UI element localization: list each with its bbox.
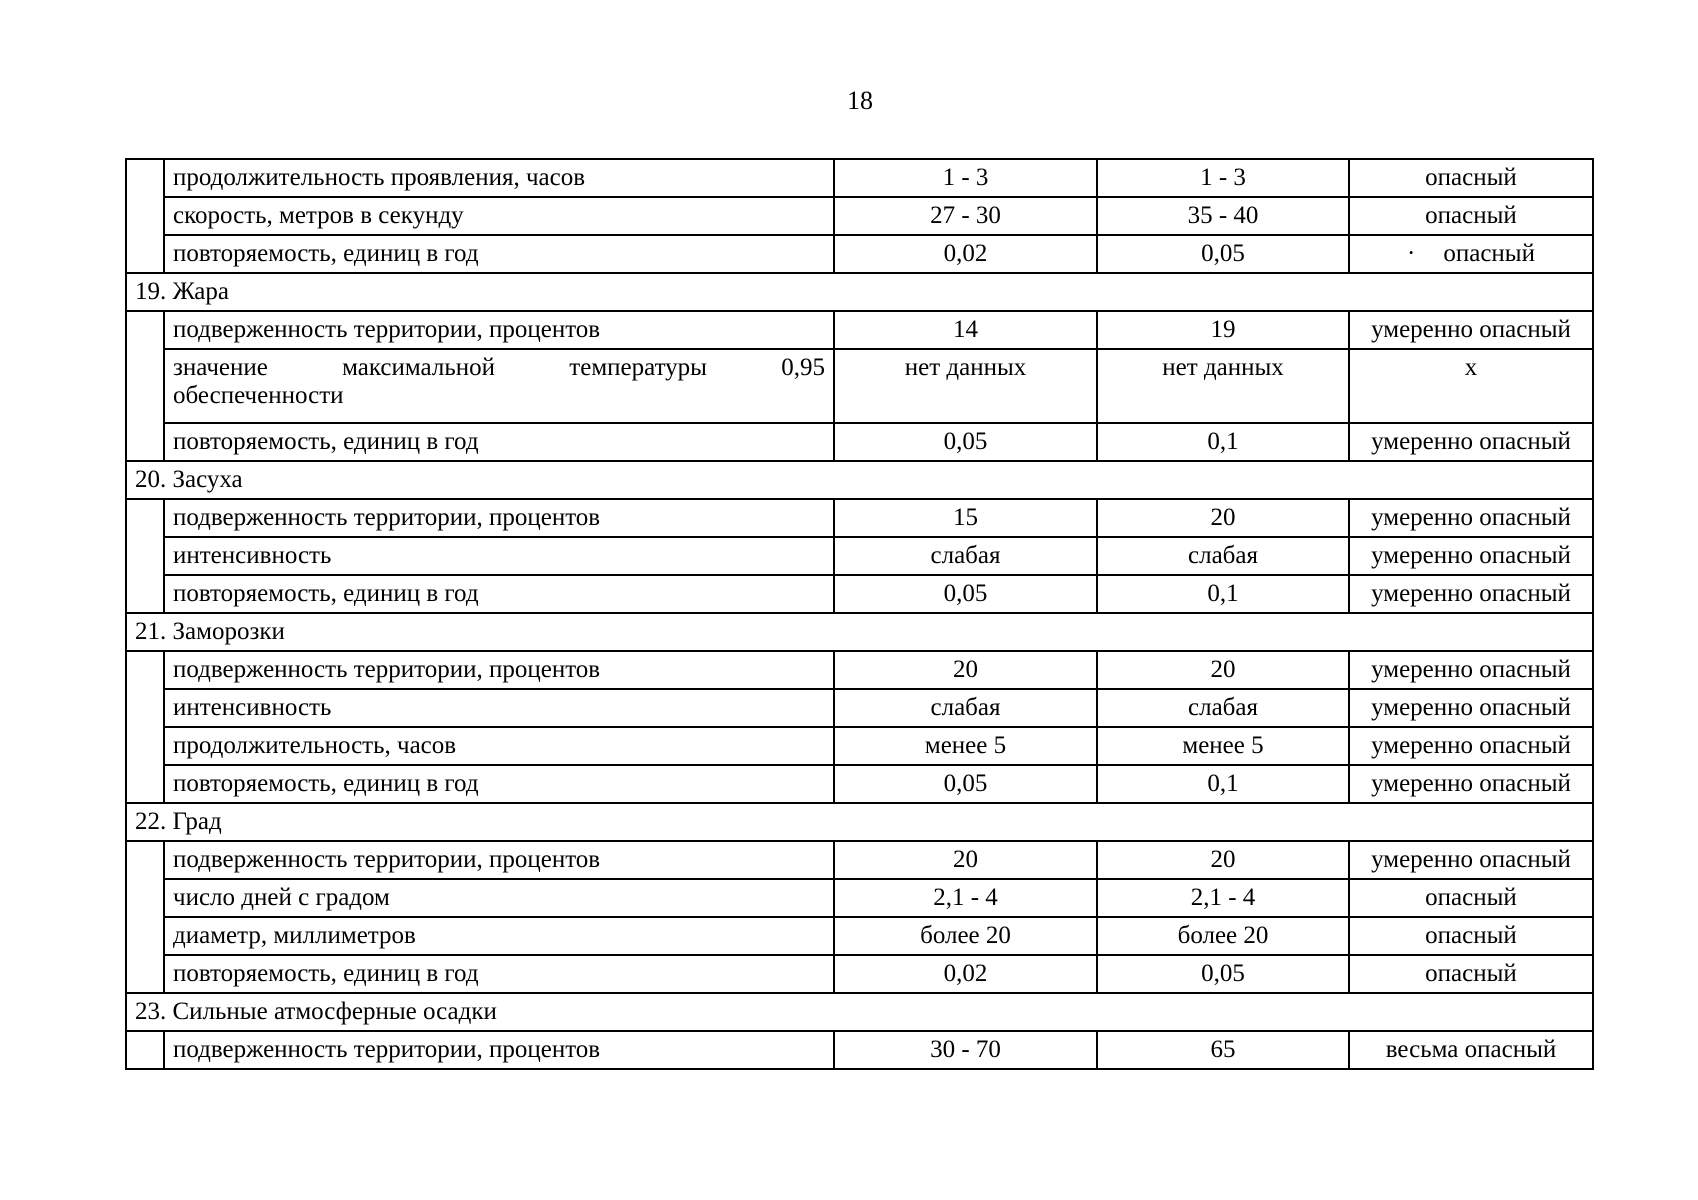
assessment-cell: опасный bbox=[1349, 879, 1593, 917]
value-1-cell: 2,1 - 4 bbox=[834, 879, 1097, 917]
table-row bbox=[126, 689, 1593, 727]
indent-cell bbox=[126, 159, 164, 273]
section-title: 23. Сильные атмосферные осадки bbox=[126, 993, 1593, 1031]
section-title: 21. Заморозки bbox=[126, 613, 1593, 651]
table-row bbox=[126, 917, 1593, 955]
table-row bbox=[126, 651, 1593, 689]
value-2-cell: 35 - 40 bbox=[1097, 197, 1349, 235]
param-cell: продолжительность, часов bbox=[164, 727, 834, 765]
param-line-justified bbox=[173, 354, 825, 382]
value-1-cell: нет данных bbox=[834, 349, 1097, 423]
table-row bbox=[126, 423, 1593, 461]
value-2-cell: 0,05 bbox=[1097, 235, 1349, 273]
assessment-cell: умеренно опасный bbox=[1349, 765, 1593, 803]
assessment-cell: весьма опасный bbox=[1349, 1031, 1593, 1069]
indent-cell bbox=[126, 1031, 164, 1069]
value-1-cell: более 20 bbox=[834, 917, 1097, 955]
value-2-cell: 0,05 bbox=[1097, 955, 1349, 993]
hazard-table bbox=[125, 158, 1594, 1070]
value-2-cell: нет данных bbox=[1097, 349, 1349, 423]
value-1-cell: слабая bbox=[834, 689, 1097, 727]
section-title: 19. Жара bbox=[126, 273, 1593, 311]
param-cell: интенсивность bbox=[164, 689, 834, 727]
stray-mark: · bbox=[1407, 240, 1416, 267]
assessment-cell: умеренно опасный bbox=[1349, 727, 1593, 765]
param-cell: повторяемость, единиц в год bbox=[164, 423, 834, 461]
value-2-cell: 19 bbox=[1097, 311, 1349, 349]
table-row bbox=[126, 727, 1593, 765]
param-cell: повторяемость, единиц в год bbox=[164, 765, 834, 803]
assessment-cell: умеренно опасный bbox=[1349, 575, 1593, 613]
table-row bbox=[126, 159, 1593, 197]
param-cell: скорость, метров в секунду bbox=[164, 197, 834, 235]
assessment-cell: умеренно опасный bbox=[1349, 651, 1593, 689]
value-1-cell: 30 - 70 bbox=[834, 1031, 1097, 1069]
param-word: значение bbox=[173, 354, 268, 381]
assessment-cell: опасный bbox=[1349, 159, 1593, 197]
value-2-cell: 20 bbox=[1097, 499, 1349, 537]
value-1-cell: 1 - 3 bbox=[834, 159, 1097, 197]
param-cell: подверженность территории, процентов bbox=[164, 311, 834, 349]
assessment-cell: опасный bbox=[1349, 917, 1593, 955]
section-header-row bbox=[126, 273, 1593, 311]
assessment-cell bbox=[1349, 235, 1593, 273]
section-title: 22. Град bbox=[126, 803, 1593, 841]
value-2-cell: 65 bbox=[1097, 1031, 1349, 1069]
table-row bbox=[126, 197, 1593, 235]
param-cell: подверженность территории, процентов bbox=[164, 841, 834, 879]
table-row bbox=[126, 349, 1593, 423]
assessment-cell: умеренно опасный bbox=[1349, 499, 1593, 537]
assessment-cell: умеренно опасный bbox=[1349, 423, 1593, 461]
value-1-cell: 0,05 bbox=[834, 423, 1097, 461]
section-header-row bbox=[126, 461, 1593, 499]
value-1-cell: слабая bbox=[834, 537, 1097, 575]
value-1-cell: 0,05 bbox=[834, 765, 1097, 803]
assessment-cell: умеренно опасный bbox=[1349, 841, 1593, 879]
indent-cell bbox=[126, 311, 164, 461]
param-line-2: обеспеченности bbox=[173, 382, 344, 409]
table-row bbox=[126, 235, 1593, 273]
param-cell bbox=[164, 349, 834, 423]
table-row bbox=[126, 841, 1593, 879]
table-row bbox=[126, 499, 1593, 537]
value-1-cell: 20 bbox=[834, 841, 1097, 879]
value-1-cell: 0,02 bbox=[834, 235, 1097, 273]
table-row bbox=[126, 311, 1593, 349]
assessment-cell: умеренно опасный bbox=[1349, 537, 1593, 575]
value-2-cell: 0,1 bbox=[1097, 423, 1349, 461]
section-header-row bbox=[126, 993, 1593, 1031]
param-cell: повторяемость, единиц в год bbox=[164, 575, 834, 613]
value-1-cell: 27 - 30 bbox=[834, 197, 1097, 235]
page-number: 18 bbox=[847, 86, 873, 115]
param-cell: повторяемость, единиц в год bbox=[164, 955, 834, 993]
param-word: максимальной bbox=[342, 354, 496, 381]
table-row bbox=[126, 537, 1593, 575]
value-2-cell: 0,1 bbox=[1097, 765, 1349, 803]
value-1-cell: 14 bbox=[834, 311, 1097, 349]
value-1-cell: 15 bbox=[834, 499, 1097, 537]
value-2-cell: слабая bbox=[1097, 689, 1349, 727]
value-2-cell: 1 - 3 bbox=[1097, 159, 1349, 197]
param-word: температуры bbox=[569, 354, 707, 381]
table-row bbox=[126, 765, 1593, 803]
section-header-row bbox=[126, 613, 1593, 651]
table-row bbox=[126, 1031, 1593, 1069]
value-2-cell: слабая bbox=[1097, 537, 1349, 575]
param-cell: продолжительность проявления, часов bbox=[164, 159, 834, 197]
value-2-cell: 20 bbox=[1097, 651, 1349, 689]
section-header-row bbox=[126, 803, 1593, 841]
value-1-cell: менее 5 bbox=[834, 727, 1097, 765]
value-2-cell: менее 5 bbox=[1097, 727, 1349, 765]
value-1-cell: 0,02 bbox=[834, 955, 1097, 993]
value-2-cell: 2,1 - 4 bbox=[1097, 879, 1349, 917]
param-cell: подверженность территории, процентов bbox=[164, 499, 834, 537]
param-cell: диаметр, миллиметров bbox=[164, 917, 834, 955]
param-cell: интенсивность bbox=[164, 537, 834, 575]
assessment-cell: умеренно опасный bbox=[1349, 689, 1593, 727]
param-cell: подверженность территории, процентов bbox=[164, 1031, 834, 1069]
value-2-cell: 0,1 bbox=[1097, 575, 1349, 613]
value-2-cell: более 20 bbox=[1097, 917, 1349, 955]
value-2-cell: 20 bbox=[1097, 841, 1349, 879]
assessment-cell: опасный bbox=[1349, 955, 1593, 993]
indent-cell bbox=[126, 499, 164, 613]
param-word: 0,95 bbox=[781, 354, 825, 381]
param-cell: повторяемость, единиц в год bbox=[164, 235, 834, 273]
assessment-cell: х bbox=[1349, 349, 1593, 423]
value-1-cell: 0,05 bbox=[834, 575, 1097, 613]
assessment-text: опасный bbox=[1443, 240, 1535, 267]
param-cell: число дней с градом bbox=[164, 879, 834, 917]
indent-cell bbox=[126, 841, 164, 993]
table-row bbox=[126, 879, 1593, 917]
table-row bbox=[126, 955, 1593, 993]
param-cell: подверженность территории, процентов bbox=[164, 651, 834, 689]
assessment-cell: опасный bbox=[1349, 197, 1593, 235]
assessment-cell: умеренно опасный bbox=[1349, 311, 1593, 349]
table-row bbox=[126, 575, 1593, 613]
indent-cell bbox=[126, 651, 164, 803]
value-1-cell: 20 bbox=[834, 651, 1097, 689]
section-title: 20. Засуха bbox=[126, 461, 1593, 499]
